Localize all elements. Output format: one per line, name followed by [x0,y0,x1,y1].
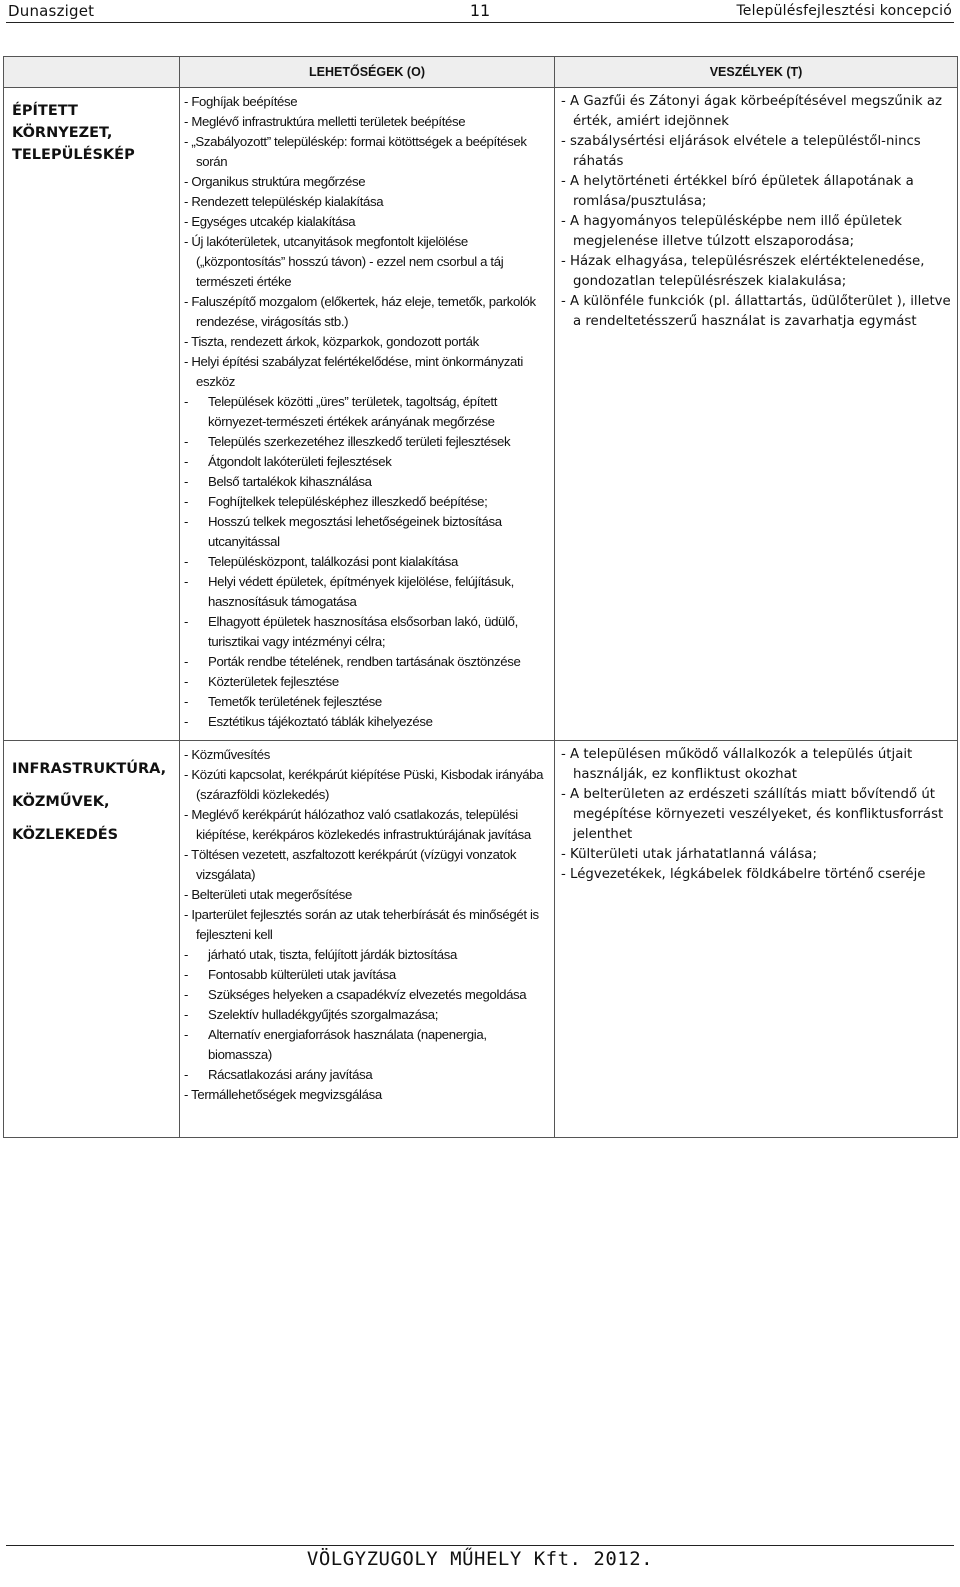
swot-table [3,56,958,1138]
list-item: - Organikus struktúra megőrzése [184,174,366,189]
table-row [4,88,958,741]
list-item: - Új lakóterületek, utcanyitások megfontolt kijelölése („központosítás” hosszú távon) - ezzel nem csorbul a táj természeti értéke [184,234,504,289]
list-item: - Temetők területének fejlesztése [184,694,382,709]
page-header [6,0,954,23]
list-item: - Iparterület fejlesztés során az utak teherbírását és minőségét is fejleszteni kell [184,907,539,942]
list-item: - Rendezett településkép kialakítása [184,194,384,209]
table-header-row [4,57,958,88]
list-item: - Foghíjak beépítése [184,94,298,109]
list-item: - Fontosabb külterületi utak javítása [184,967,396,982]
list-item: - A belterületen az erdészeti szállítás miatt bővítendő út megépítése környezeti veszélyeket, és konfliktusforrást jelenthet [561,787,944,842]
list-item: - Településközpont, találkozási pont kialakítása [184,554,459,569]
column-header-opportunities: LEHETŐSÉGEK (O) [180,57,555,88]
category-label: KÖZMŰVEK, [12,794,110,810]
list-item: - A településen működő vállalkozók a település útjait használják, ez konfliktust okozhat [561,747,913,782]
footer-divider [6,1545,954,1546]
list-item: - A különféle funkciók (pl. állattartás, üdülőterület ), illetve a rendeltetésszerű használat is zavarhatja egymást [561,294,951,329]
list-item: - Meglévő kerékpárút hálózathoz való csatlakozás, települési kiépítése, kerékpáros közlekedés infrastruktúrájának javítása [184,807,531,842]
list-item: - Közterületek fejlesztése [184,674,339,689]
opportunities-cell [180,88,555,741]
list-item: - Szükséges helyeken a csapadékvíz elvezetés megoldása [184,987,527,1002]
list-item: - Házak elhagyása, településrészek elértéktelenedése, gondozatlan településrészek kialakulása; [561,254,925,289]
list-item: - Esztétikus tájékoztató táblák kihelyezése [184,714,433,729]
column-header-threats: VESZÉLYEK (T) [555,57,958,88]
category-label: KÖZLEKEDÉS [12,827,119,843]
table-row [4,741,958,1138]
threats-cell [555,741,958,1138]
list-item: - Alternatív energiaforrások használata (napenergia, biomassza) [184,1027,487,1062]
list-item: - Települések közötti „üres” területek, tagoltság, épített környezet-természeti értékek arányának megőrzése [184,394,498,429]
list-item: - Közúti kapcsolat, kerékpárút kiépítése Püski, Kisbodak irányába (szárazföldi közlekedés) [184,767,544,802]
list-item: - Szelektív hulladékgyűjtés szorgalmazása; [184,1007,439,1022]
list-item: - Töltésen vezetett, aszfaltozott kerékpárút (vízügyi vonzatok vizsgálata) [184,847,517,882]
list-item: - Egységes utcakép kialakítása [184,214,356,229]
list-item: - Külterületi utak járhatatlanná válása; [561,847,817,862]
list-item: - A helytörténeti értékkel bíró épületek állapotának a romlása/pusztulása; [561,174,914,209]
list-item: - Meglévő infrastruktúra melletti területek beépítése [184,114,466,129]
list-item: - Tiszta, rendezett árkok, közparkok, gondozott porták [184,334,479,349]
list-item: - Közművesítés [184,747,270,762]
threats-cell [555,88,958,741]
list-item: - Légvezetékek, légkábelek földkábelre történő cseréje [561,867,926,882]
page-number: 11 [469,1,491,20]
list-item: - Belső tartalékok kihasználása [184,474,372,489]
list-item: - Helyi építési szabályzat felértékelődése, mint önkormányzati eszköz [184,354,523,389]
header-cell-blank [4,57,180,88]
category-label: ÉPÍTETT KÖRNYEZET, [12,103,113,141]
list-item: - A Gazfűi és Zátonyi ágak körbeépítésével megszűnik az érték, amiért idejönnek [561,94,942,129]
opportunities-cell [180,741,555,1138]
list-item: - Átgondolt lakóterületi fejlesztések [184,454,392,469]
category-label: INFRASTRUKTÚRA, [12,761,167,777]
list-item: - Belterületi utak megerősítése [184,887,352,902]
header-right-title: Településfejlesztési koncepció [736,3,952,19]
list-item: - járható utak, tiszta, felújított járdák biztosítása [184,947,457,962]
list-item: - Település szerkezetéhez illeszkedő területi fejlesztések [184,434,511,449]
list-item: - Elhagyott épületek hasznosítása elsősorban lakó, üdülő, turisztikai vagy intézményi célra; [184,614,518,649]
list-item: - Faluszépítő mozgalom (előkertek, ház eleje, temetők, parkolók rendezése, virágosítás stb.) [184,294,536,329]
list-item: - Rácsatlakozási arány javítása [184,1067,373,1082]
page-footer: VÖLGYZUGOLY MŰHELY Kft. 2012. [306,1548,654,1570]
list-item: - Helyi védett épületek, építmények kijelölése, felújításuk, hasznosításuk támogatása [184,574,514,609]
list-item: - Termállehetőségek megvizsgálása [184,1087,382,1102]
category-cell [4,88,180,741]
list-item: - A hagyományos településképbe nem illő épületek megjelenése illetve túlzott elszaporodása; [561,214,902,249]
header-left-title: Dunasziget [8,2,95,20]
category-label: TELEPÜLÉSKÉP [12,147,135,163]
list-item: - Foghíjtelkek településképhez illeszkedő beépítése; [184,494,488,509]
category-cell [4,741,180,1138]
list-item: - Hosszú telkek megosztási lehetőségeinek biztosítása utcanyitással [184,514,502,549]
list-item: - „Szabályozott” településkép: formai kötöttségek a beépítések során [184,134,527,169]
list-item: - szabálysértési eljárások elvétele a településtől-nincs ráhatás [561,134,921,169]
list-item: - Porták rendbe tételének, rendben tartásának ösztönzése [184,654,521,669]
